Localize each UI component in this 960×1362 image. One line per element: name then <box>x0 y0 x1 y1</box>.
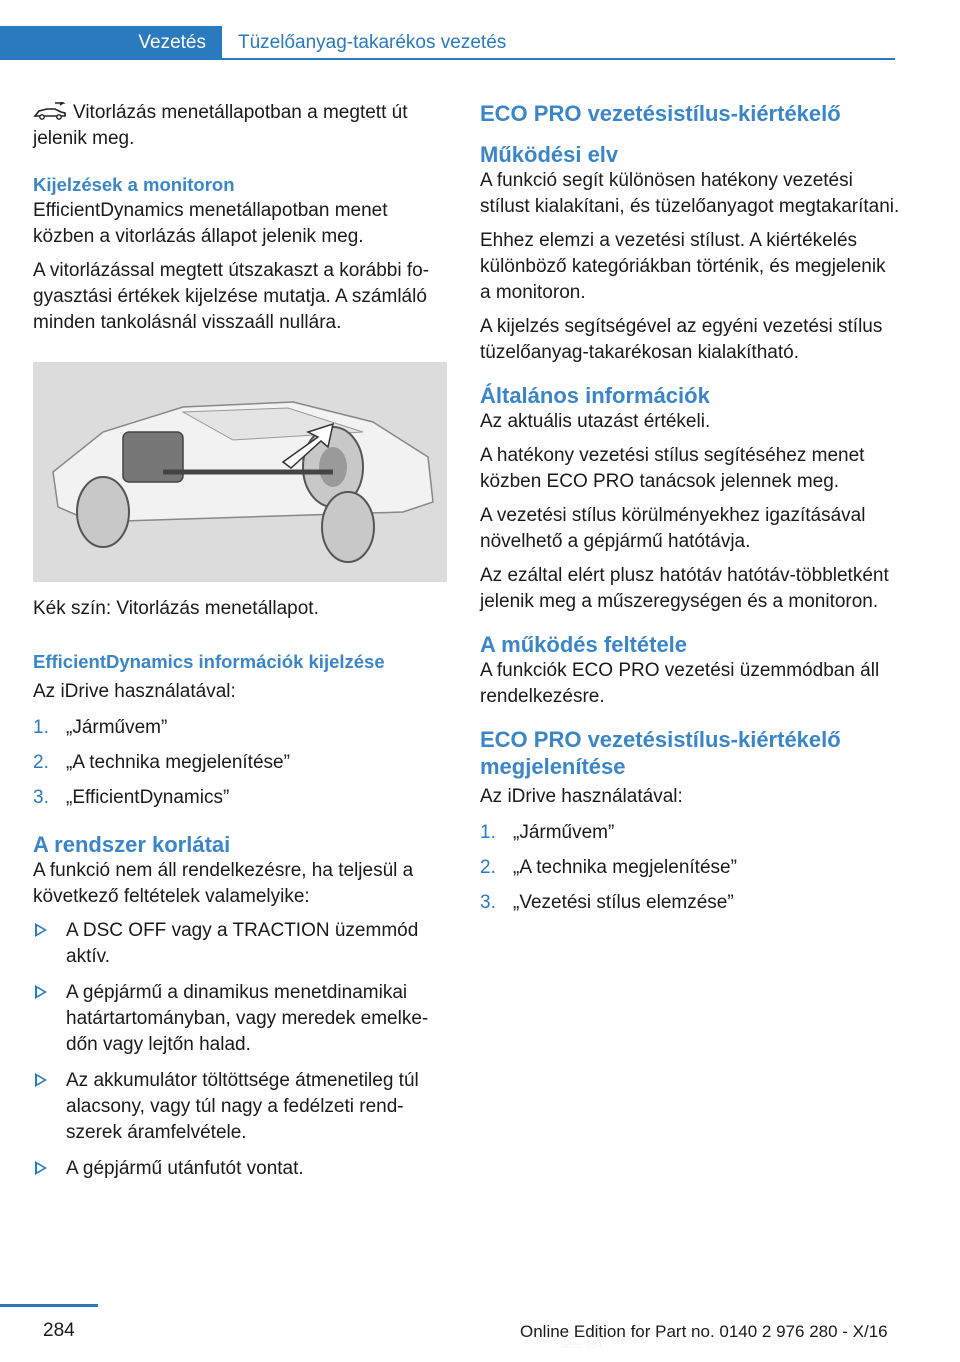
general-paragraph-2: A hatékony vezetési stílus segítéséhez menet közben ECO PRO tanácsok jelennek meg. <box>480 445 865 492</box>
principle-paragraph-1: A funkció segít különösen hatékony vezetési stílust kialakítani, és tüzelőanyagot megtakarítani. <box>480 170 900 217</box>
right-column <box>480 100 900 925</box>
bullet-triangle-icon <box>35 923 47 937</box>
general-paragraph-4: Az ezáltal elért plusz hatótáv hatótáv-többletként jelenik meg a műszeregységen és a monitoron. <box>480 565 889 612</box>
limits-list <box>33 918 447 1182</box>
list-item: 1. „Járművem” <box>480 822 615 843</box>
bullet-triangle-icon <box>35 985 47 999</box>
page-number: 284 <box>43 1320 75 1341</box>
general-paragraph-1: Az aktuális utazást értékeli. <box>480 411 711 432</box>
left-column <box>33 100 447 1192</box>
idrive-intro: Az iDrive használatával: <box>33 681 236 702</box>
figure-caption: Kék szín: Vitorlázás menetállapot. <box>33 598 319 619</box>
footer-rule <box>0 1304 98 1307</box>
principle-paragraph-2: Ehhez elemzi a vezetési stílust. A kiértékelés különböző kategóriákban történik, és megjelenik a monitoron. <box>480 230 886 303</box>
limits-heading: A rendszer korlátai <box>33 832 231 857</box>
condition-heading: A működés feltétele <box>480 632 688 657</box>
eco-pro-heading: ECO PRO vezetésistílus-kiértékelő <box>480 101 841 126</box>
page-header <box>0 26 895 60</box>
monitor-paragraph-1: EfficientDynamics menetállapotban menet közben a vitorlázás állapot jelenik meg. <box>33 200 388 247</box>
list-item: 2. „A technika megjelenítése” <box>480 857 737 878</box>
section-tab <box>0 26 222 60</box>
list-item: 3. „Vezetési stílus elemzése” <box>480 892 734 913</box>
subsection-title: Tüzelőanyag-takarékos vezetés <box>238 32 507 53</box>
principle-heading: Működési elv <box>480 142 619 167</box>
principle-paragraph-3: A kijelzés segítségével az egyéni vezetési stílus tüzelőanyag-takarékosan kialakítható. <box>480 316 883 363</box>
hidden-watermark: Seite 284 <box>560 1340 603 1351</box>
list-item: Az akkumulátor töltöttsége átmenetileg túl alacsony, vagy túl nagy a fedélzeti rendszerek áramfelvétele. <box>33 1068 447 1146</box>
limits-intro: A funkció nem áll rendelkezésre, ha teljesül a következő feltételek valamelyike: <box>33 860 414 907</box>
list-item: 1. „Járművem” <box>33 717 168 738</box>
condition-paragraph: A funkciók ECO PRO vezetési üzemmódban áll rendelkezésre. <box>480 660 880 707</box>
section-label: Vezetés <box>138 32 206 53</box>
monitor-heading: Kijelzések a monitoron <box>33 174 235 195</box>
edition-note: Online Edition for Part no. 0140 2 976 280 - X/16 <box>520 1322 888 1341</box>
list-item: A gépjármű utánfutót vontat. <box>33 1156 447 1182</box>
menu-steps-list-right <box>480 820 900 916</box>
list-item: 3. „EfficientDynamics” <box>33 787 230 808</box>
monitor-paragraph-2: A vitorlázással megtett útszakaszt a korábbi fogyasztási értékek kijelzése mutatja. A számláló minden tankolásnál visszaáll nullára. <box>33 260 430 333</box>
header-rule <box>222 58 895 60</box>
general-heading: Általános információk <box>480 383 710 408</box>
list-item: 2. „A technika megjelenítése” <box>33 752 290 773</box>
efficientdynamics-heading: EfficientDynamics információk kijelzése <box>33 651 385 672</box>
bullet-triangle-icon <box>35 1161 47 1175</box>
menu-steps-list <box>33 715 447 811</box>
car-drivetrain-figure <box>33 362 447 582</box>
display-heading: ECO PRO vezetésistílus-kiértékelő megjelenítése <box>480 727 841 779</box>
list-item: A DSC OFF vagy a TRACTION üzemmód aktív. <box>33 918 447 970</box>
sailing-car-icon <box>33 102 67 120</box>
bullet-triangle-icon <box>35 1073 47 1087</box>
general-paragraph-3: A vezetési stílus körülményekhez igazításával növelhető a gépjármű hatótávja. <box>480 505 866 552</box>
intro-text: Vitorlázás menetállapotban a megtett út jelenik meg. <box>33 102 408 149</box>
intro-paragraph <box>33 100 447 152</box>
idrive-intro-right: Az iDrive használatával: <box>480 786 683 807</box>
car-illustration <box>33 362 447 582</box>
list-item: A gépjármű a dinamikus menetdinamikai határtartományban, vagy meredek emelkedőn vagy lejtőn halad. <box>33 980 447 1058</box>
